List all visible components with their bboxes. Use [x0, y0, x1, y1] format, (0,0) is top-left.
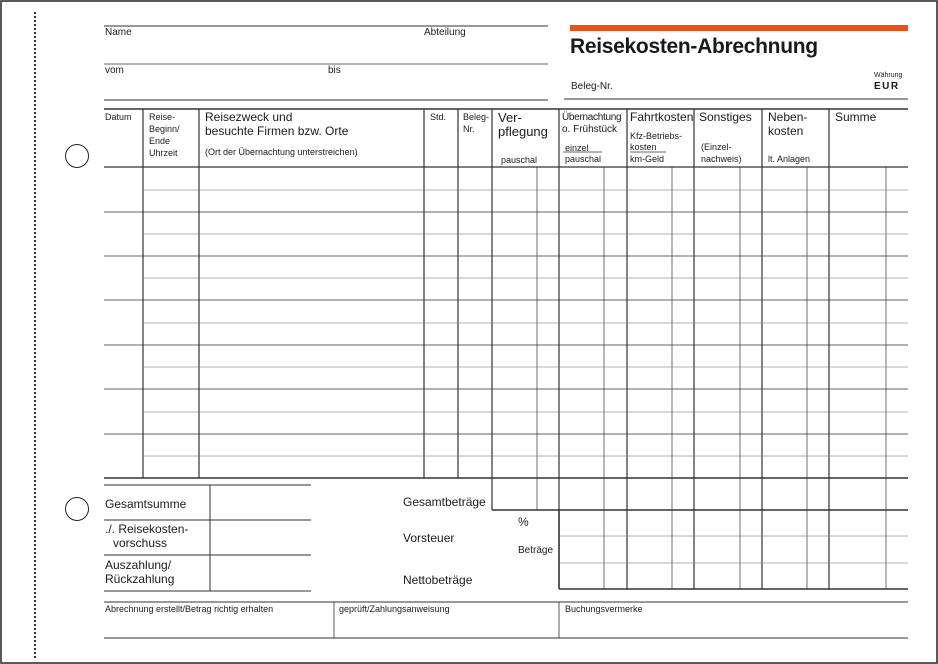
name-label: Name	[105, 27, 132, 38]
nettobetraege-label: Nettobeträge	[403, 573, 473, 587]
gesamtbetraege-label: Gesamtbeträge	[403, 495, 486, 509]
form-title: Reisekosten-Abrechnung	[570, 35, 818, 58]
col-std: Std.	[430, 112, 447, 122]
col-datum: Datum	[105, 112, 132, 122]
beleg-nr-label: Beleg-Nr.	[571, 81, 613, 92]
abrechnung-label: Abrechnung erstellt/Betrag richtig erhalten	[105, 604, 274, 614]
geprueft-label: geprüft/Zahlungsanweisung	[339, 604, 450, 614]
gesamtsumme-label: Gesamtsumme	[105, 497, 187, 511]
buchungsvermerke-label: Buchungsvermerke	[565, 604, 643, 614]
waehrung-label: Währung	[874, 72, 903, 79]
abteilung-label: Abteilung	[424, 27, 466, 38]
col-reisezweck-note: (Ort der Übernachtung unterstreichen)	[205, 147, 358, 157]
vorsteuer-label: Vorsteuer	[403, 531, 455, 545]
bis-label: bis	[328, 65, 341, 76]
prozent-label: %	[518, 515, 529, 529]
col-summe: Summe	[835, 110, 877, 124]
expense-form: Name Abteilung vom bis Reisekosten-Abrechnung Beleg-Nr. Währung EUR Datum Reise- Beginn/ Ende Uhrzeit Reisezweck und besuchte Firmen bzw. Orte (Ort der Übernachtung unterstreichen) Std. Beleg- Nr. Ver- pflegung pauschal Übernachtung o. Frühstück einzel pauschal Fahrtkosten Kfz-Betriebs- kosten km-Geld Sonstiges (Einzel- nachweis) Neben- kosten lt. Anlagen Summe Gesamtsumme ./. Reisekosten- vorschuss Auszahlung/ Rückzahlung Gesamtbeträge Vorsteuer % Beträge Nettobeträge Abrechnung erstellt/Betrag richtig erhalten geprüft/Zahlungsanweisung Buchungsvermerke	[0, 0, 938, 664]
betraege-label: Beträge	[518, 545, 554, 556]
vom-label: vom	[105, 65, 124, 76]
waehrung-value: EUR	[874, 81, 900, 92]
title-accent-bar	[570, 25, 908, 31]
